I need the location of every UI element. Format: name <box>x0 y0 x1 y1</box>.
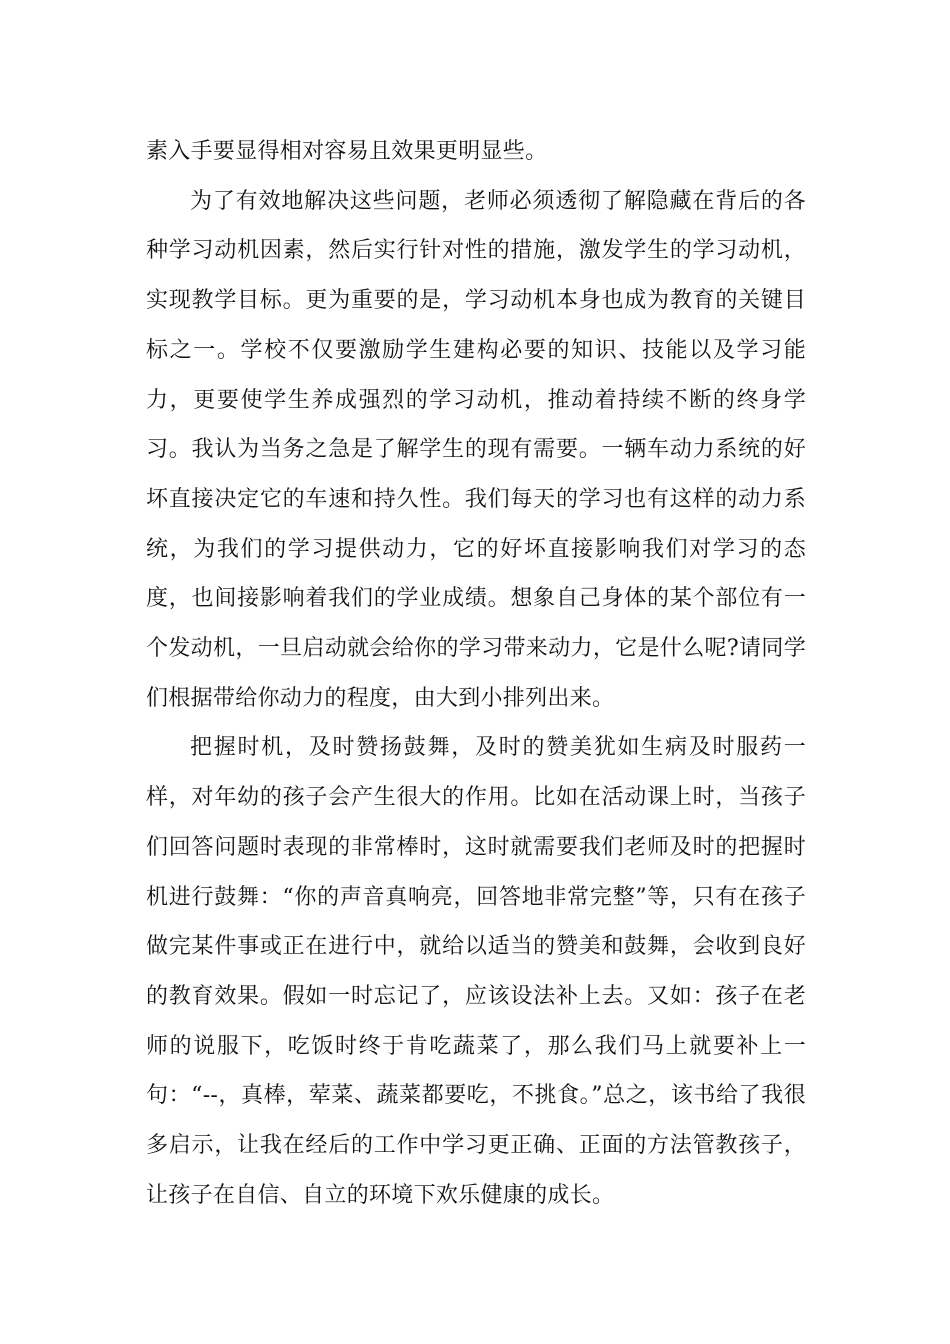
paragraph-2: 为了有效地解决这些问题，老师必须透彻了解隐藏在背后的各种学习动机因素，然后实行针对性的措施，激发学生的学习动机，实现教学目标。更为重要的是，学习动机本身也成为教育的关键目标之一。学校不仅要激励学生建构必要的知识、技能以及学习能力，更要使学生养成强烈的学习动机，推动着持续不断的终身学习。我认为当务之急是了解学生的现有需要。一辆车动力系统的好坏直接决定它的车速和持久性。我们每天的学习也有这样的动力系统，为我们的学习提供动力，它的好坏直接影响我们对学习的态度，也间接影响着我们的学业成绩。想象自己身体的某个部位有一个发动机，一旦启动就会给你的学习带来动力，它是什么呢?请同学们根据带给你动力的程度，由大到小排列出来。 <box>146 188 806 711</box>
document-body <box>146 127 806 1220</box>
paragraph-1: 素入手要显得相对容易且效果更明显些。 <box>146 139 548 164</box>
paragraph-3: 把握时机，及时赞扬鼓舞，及时的赞美犹如生病及时服药一样，对年幼的孩子会产生很大的作用。比如在活动课上时，当孩子们回答问题时表现的非常棒时，这时就需要我们老师及时的把握时机进行鼓舞：“你的声音真响亮，回答地非常完整”等，只有在孩子做完某件事或正在进行中，就给以适当的赞美和鼓舞，会收到良好的教育效果。假如一时忘记了，应该设法补上去。又如：孩子在老师的说服下，吃饭时终于肯吃蔬菜了，那么我们马上就要补上一句：“--，真棒，荤菜、蔬菜都要吃，不挑食。”总之，该书给了我很多启示，让我在经后的工作中学习更正确、正面的方法管教孩子，让孩子在自信、自立的环境下欢乐健康的成长。 <box>146 735 806 1208</box>
